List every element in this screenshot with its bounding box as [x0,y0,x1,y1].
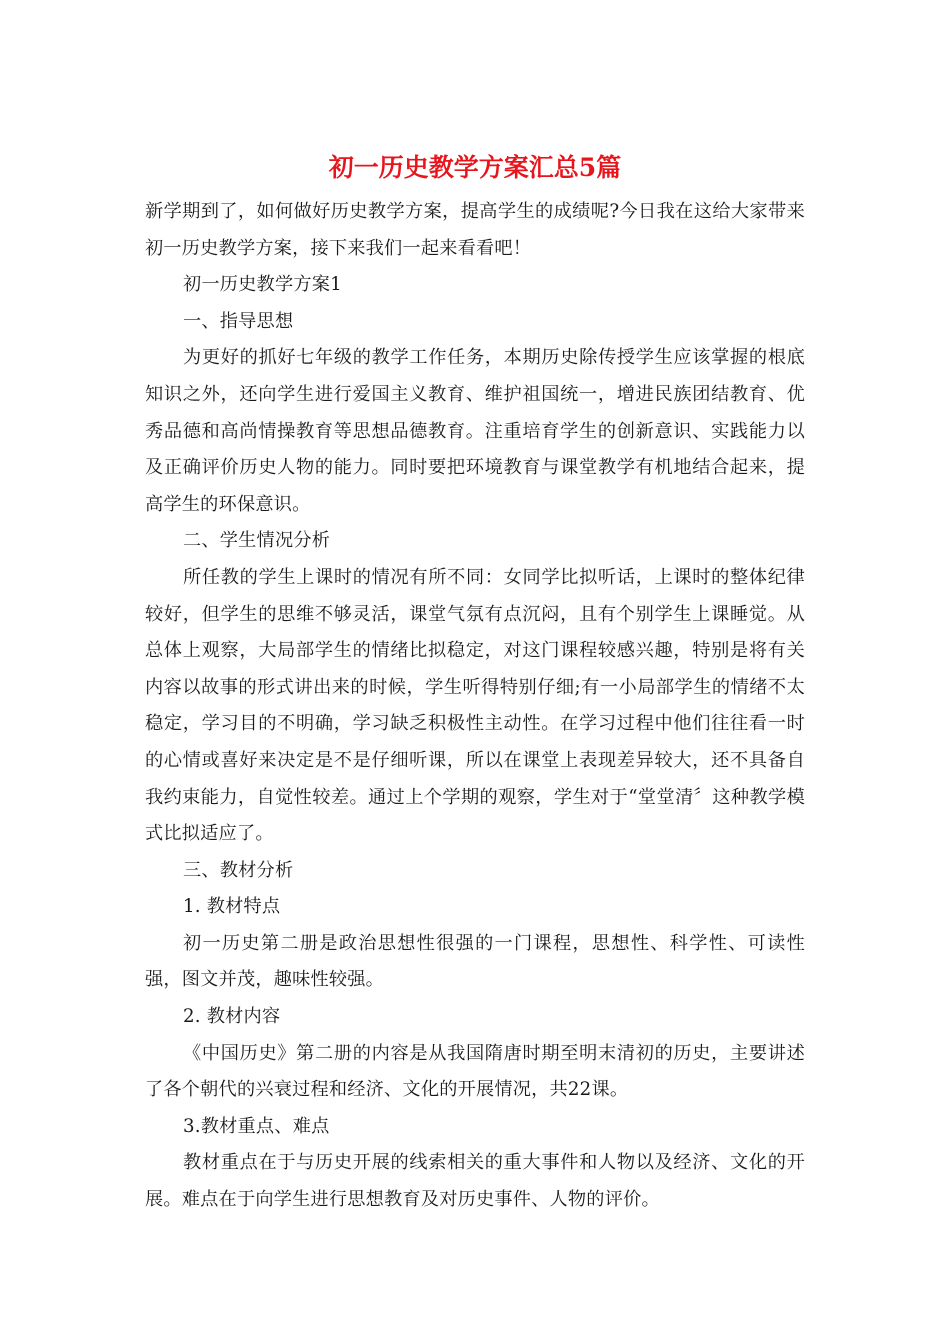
document-body [145,194,805,1219]
heading-textbook-analysis: 三、教材分析 [183,859,294,881]
intro-paragraph: 新学期到了，如何做好历史教学方案，提高学生的成绩呢?今日我在这给大家带来初一历史教学方案，接下来我们一起来看看吧！ [145,201,805,259]
paragraph-guiding-ideology: 为更好的抓好七年级的教学工作任务，本期历史除传授学生应该掌握的根底知识之外，还向学生进行爱国主义教育、维护祖国统一，增进民族团结教育、优秀品德和高尚情操教育等思想品德教育。注重培育学生的创新意识、实践能力以及正确评价历史人物的能力。同时要把环境教育与课堂教学有机地结合起来，提高学生的环保意识。 [145,347,805,515]
heading-textbook-content: 2. 教材内容 [183,1006,281,1028]
heading-key-difficult-points: 3.教材重点、难点 [183,1115,330,1137]
document-title: 初一历史教学方案汇总5篇 [328,153,622,182]
heading-student-analysis: 二、学生情况分析 [183,530,331,552]
heading-guiding-ideology: 一、指导思想 [183,310,294,332]
paragraph-student-analysis: 所任教的学生上课时的情况有所不同：女同学比拟听话，上课时的整体纪律较好，但学生的思维不够灵活，课堂气氛有点沉闷，且有个别学生上课睡觉。从总体上观察，大局部学生的情绪比拟稳定，对这门课程较感兴趣，特别是将有关内容以故事的形式讲出来的时候，学生听得特别仔细;有一小局部学生的情绪不太稳定，学习目的不明确，学习缺乏积极性主动性。在学习过程中他们往往看一时的心情或喜好来决定是不是仔细听课，所以在课堂上表现差异较大，还不具备自我约束能力，自觉性较差。通过上个学期的观察，学生对于“堂堂清〞这种教学模式比拟适应了。 [145,566,805,845]
section-heading-plan-1: 初一历史教学方案1 [183,274,342,296]
paragraph-key-difficult-points: 教材重点在于与历史开展的线索相关的重大事件和人物以及经济、文化的开展。难点在于向学生进行思想教育及对历史事件、人物的评价。 [145,1152,805,1211]
paragraph-textbook-content: 《中国历史》第二册的内容是从我国隋唐时期至明末清初的历史，主要讲述了各个朝代的兴衰过程和经济、文化的开展情况，共22课。 [145,1042,805,1101]
paragraph-textbook-features: 初一历史第二册是政治思想性很强的一门课程，思想性、科学性、可读性强，图文并茂，趣味性较强。 [145,932,805,991]
heading-textbook-features: 1. 教材特点 [183,896,281,918]
